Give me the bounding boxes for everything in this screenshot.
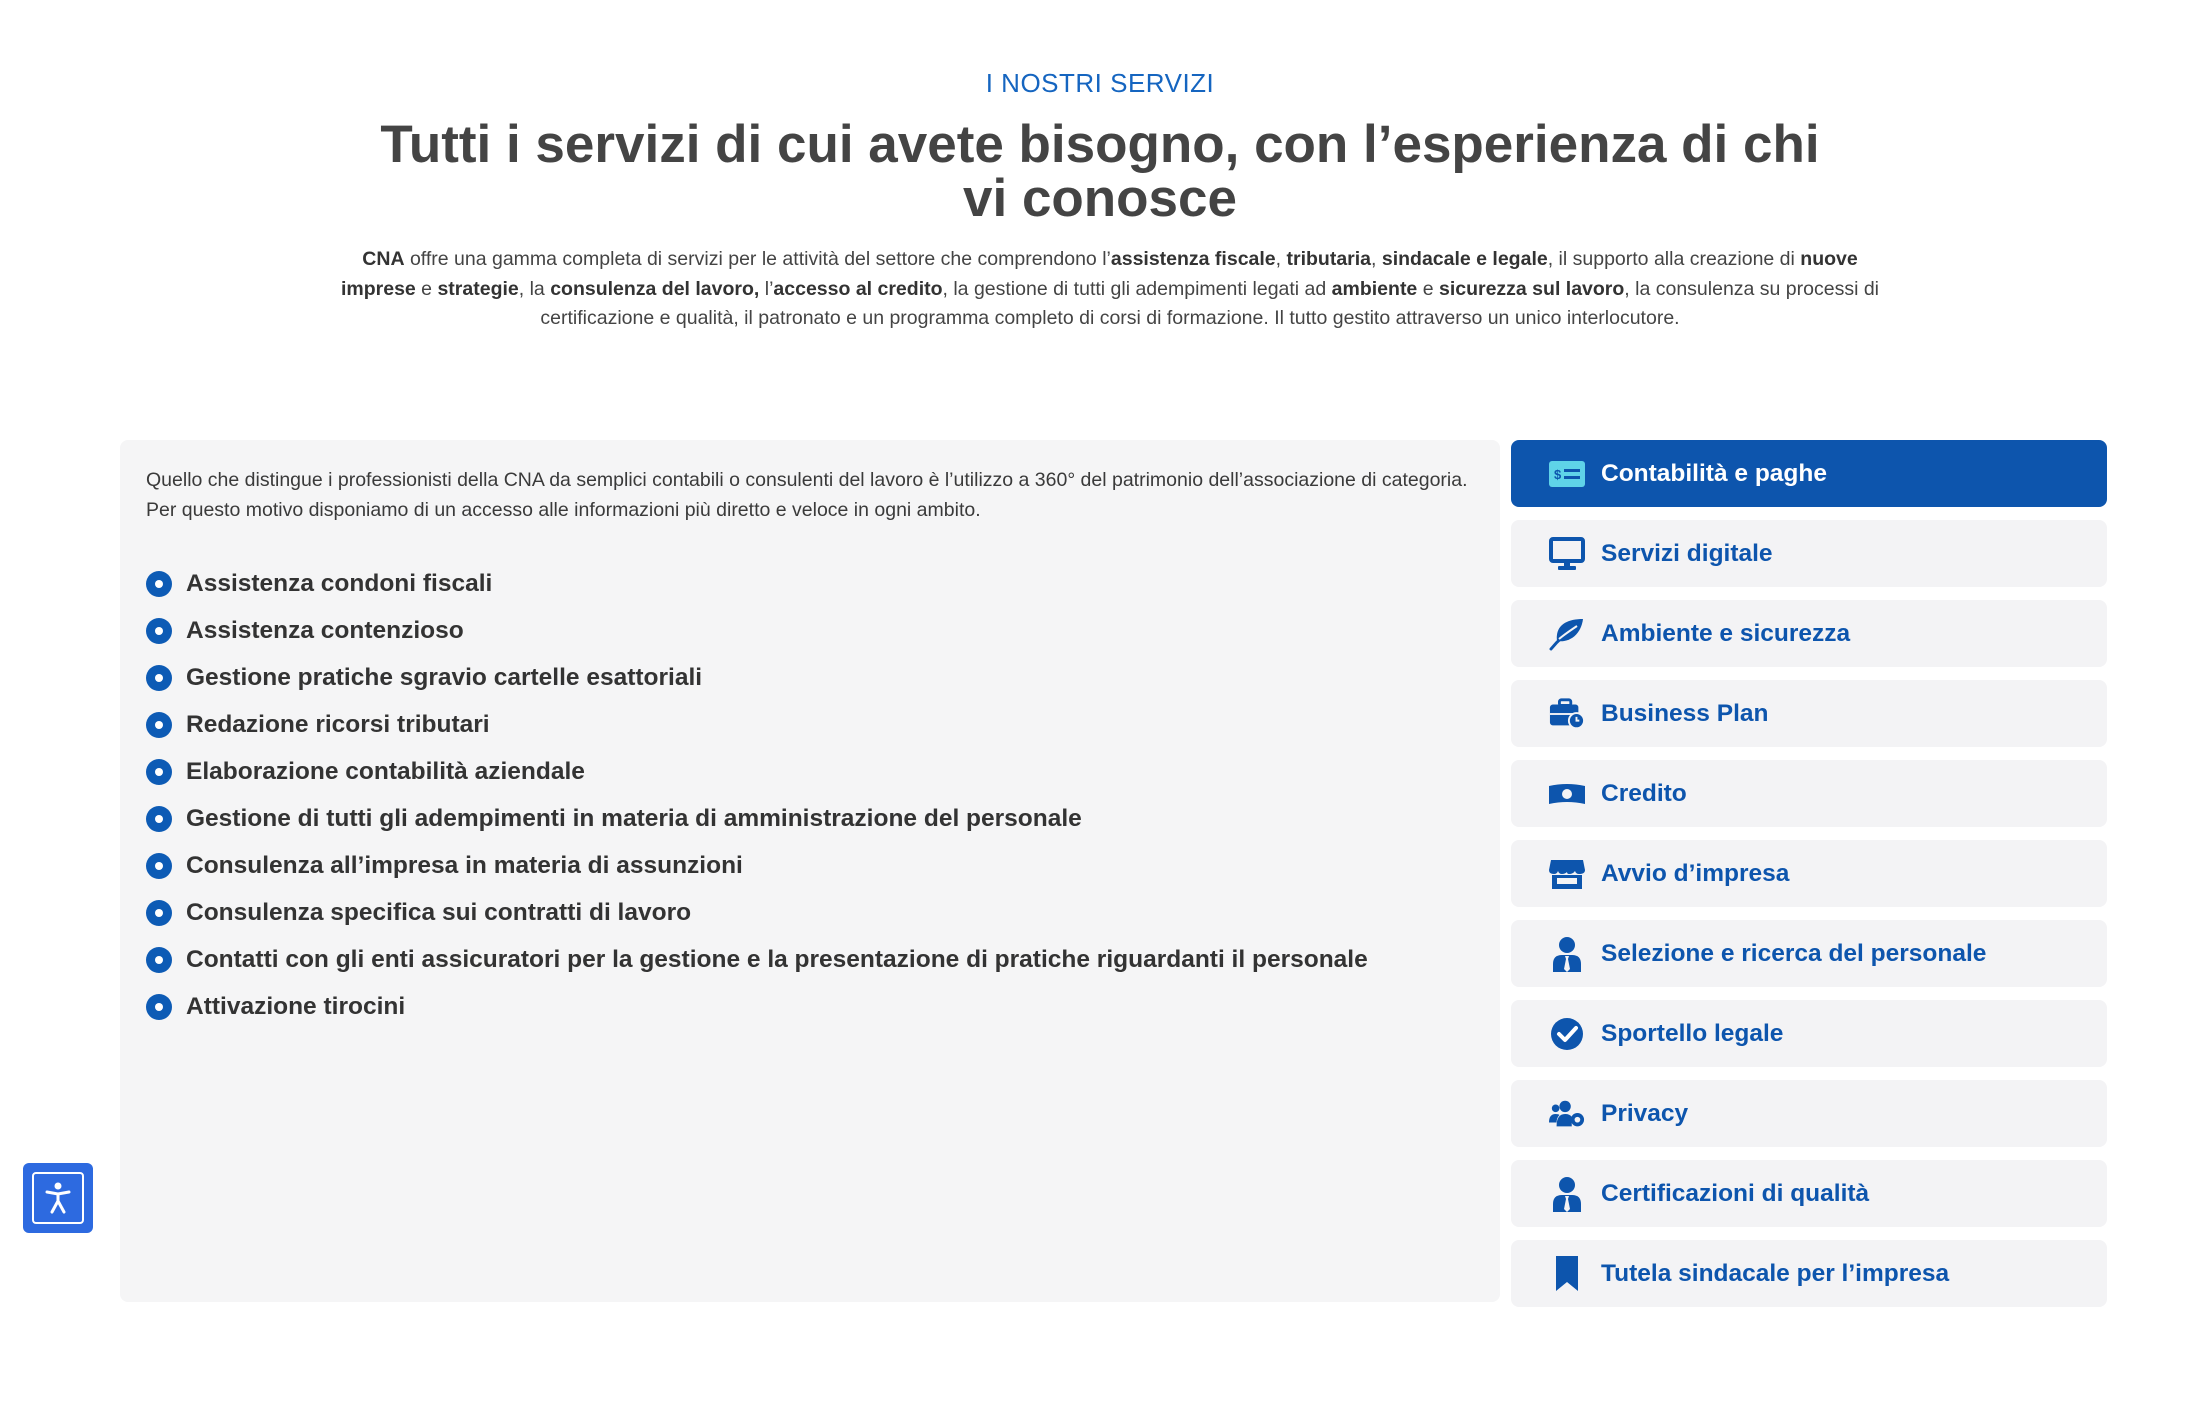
intro-text: tributaria bbox=[1286, 248, 1372, 270]
intro-text: l’ bbox=[759, 277, 774, 300]
menu-item-label: Sportello legale bbox=[1601, 1019, 1784, 1047]
accessibility-button[interactable] bbox=[23, 1163, 93, 1233]
list-item bbox=[146, 842, 1368, 889]
user-tie-icon bbox=[1549, 1176, 1585, 1212]
menu-item-selezione-e-ricerca-del-personale[interactable] bbox=[1511, 920, 2107, 987]
intro-text: , la gestione di tutti gli adempimenti legati ad bbox=[942, 277, 1332, 300]
intro-text: strategie bbox=[437, 277, 519, 300]
list-item-label: Elaborazione contabilità aziendale bbox=[186, 757, 585, 785]
menu-item-label: Business Plan bbox=[1601, 699, 1769, 727]
intro-text: offre una gamma completa di servizi per le attività del settore che comprendono l’ bbox=[404, 248, 1111, 270]
check-circle-icon bbox=[1549, 1016, 1585, 1052]
intro-text: sindacale e legale bbox=[1381, 248, 1548, 270]
intro-text: assistenza fiscale bbox=[1110, 248, 1276, 270]
intro-text: , la bbox=[518, 277, 551, 300]
menu-item-label: Credito bbox=[1601, 779, 1687, 807]
panel-description: Quello che distingue i professionisti della CNA da semplici contabili o consulenti del lavoro è l’utilizzo a 360° del patrimonio dell’associazione di categoria. Per questo motivo disponiamo di un accesso alle informazioni più diretto e veloce in ogni ambito. bbox=[146, 469, 1468, 521]
menu-item-avvio-d-impresa[interactable] bbox=[1511, 840, 2107, 907]
bullet-icon bbox=[146, 571, 172, 597]
menu-item-certificazioni-di-qualita[interactable] bbox=[1511, 1160, 2107, 1227]
bullet-icon bbox=[146, 665, 172, 691]
bookmark-icon bbox=[1549, 1256, 1585, 1292]
list-item bbox=[146, 748, 1368, 795]
intro-text: , bbox=[1275, 248, 1287, 270]
intro-text: , il supporto alla creazione di bbox=[1547, 248, 1801, 270]
list-item-label: Gestione di tutti gli adempimenti in materia di amministrazione del personale bbox=[186, 804, 1082, 832]
bullet-icon bbox=[146, 994, 172, 1020]
monitor-icon bbox=[1549, 536, 1585, 572]
money-check-icon bbox=[1549, 456, 1585, 492]
services-menu bbox=[1511, 440, 2107, 1320]
bullet-icon bbox=[146, 900, 172, 926]
bullet-icon bbox=[146, 618, 172, 644]
store-icon bbox=[1549, 856, 1585, 892]
menu-item-label: Selezione e ricerca del personale bbox=[1601, 939, 1987, 967]
intro-text: accesso al credito bbox=[773, 277, 943, 300]
leaf-icon bbox=[1549, 616, 1585, 652]
list-item-label: Assistenza contenzioso bbox=[186, 616, 464, 644]
bullet-icon bbox=[146, 947, 172, 973]
menu-item-servizi-digitale[interactable] bbox=[1511, 520, 2107, 587]
list-item-label: Consulenza specifica sui contratti di lavoro bbox=[186, 898, 692, 926]
menu-item-business-plan[interactable] bbox=[1511, 680, 2107, 747]
list-item bbox=[146, 701, 1368, 748]
intro-text: CNA bbox=[362, 248, 405, 270]
list-item bbox=[146, 560, 1368, 607]
bullet-icon bbox=[146, 759, 172, 785]
accessibility-icon bbox=[32, 1172, 84, 1224]
users-cog-icon bbox=[1549, 1096, 1585, 1132]
user-tie-icon bbox=[1549, 936, 1585, 972]
menu-item-label: Avvio d’impresa bbox=[1601, 859, 1790, 887]
list-item bbox=[146, 607, 1368, 654]
service-list bbox=[146, 560, 1368, 1030]
list-item bbox=[146, 889, 1368, 936]
intro-text: e bbox=[1417, 277, 1439, 300]
menu-item-contabilita-e-paghe[interactable] bbox=[1511, 440, 2107, 507]
menu-item-label: Certificazioni di qualità bbox=[1601, 1179, 1870, 1207]
list-item-label: Assistenza condoni fiscali bbox=[186, 569, 493, 597]
bullet-icon bbox=[146, 806, 172, 832]
intro-paragraph bbox=[340, 245, 1880, 334]
menu-item-privacy[interactable] bbox=[1511, 1080, 2107, 1147]
service-detail-panel bbox=[120, 440, 1500, 1302]
intro-text: consulenza del lavoro, bbox=[550, 277, 760, 300]
briefcase-clock-icon bbox=[1549, 696, 1585, 732]
page-title: Tutti i servizi di cui avete bisogno, con l’esperienza di chi vi conosce bbox=[380, 115, 1820, 228]
intro-text: , bbox=[1371, 248, 1382, 270]
list-item bbox=[146, 936, 1368, 983]
menu-item-label: Servizi digitale bbox=[1601, 539, 1773, 567]
bullet-icon bbox=[146, 712, 172, 738]
list-item bbox=[146, 795, 1368, 842]
list-item-label: Gestione pratiche sgravio cartelle esattoriali bbox=[186, 663, 703, 691]
menu-item-credito[interactable] bbox=[1511, 760, 2107, 827]
menu-item-label: Ambiente e sicurezza bbox=[1601, 619, 1851, 647]
intro-text: nuove imprese bbox=[340, 248, 1858, 300]
bullet-icon bbox=[146, 853, 172, 879]
menu-item-label: Privacy bbox=[1601, 1099, 1689, 1127]
banknote-icon bbox=[1549, 776, 1585, 812]
section-eyebrow: I NOSTRI SERVIZI bbox=[985, 68, 1215, 98]
svg-text:$: $ bbox=[1554, 466, 1562, 482]
intro-text: e bbox=[415, 277, 438, 300]
menu-item-label: Contabilità e paghe bbox=[1601, 459, 1827, 487]
list-item-label: Contatti con gli enti assicuratori per la gestione e la presentazione di pratiche riguardanti il personale bbox=[186, 945, 1368, 973]
menu-item-ambiente-e-sicurezza[interactable] bbox=[1511, 600, 2107, 667]
list-item-label: Attivazione tirocini bbox=[186, 992, 406, 1020]
intro-text: sicurezza sul lavoro bbox=[1438, 277, 1625, 300]
menu-item-tutela-sindacale-per-l-impresa[interactable] bbox=[1511, 1240, 2107, 1307]
intro-text: , la consulenza su processi di certificazione e qualità, il patronato e un programma completo di corsi di formazione. Il tutto gestito attraverso un unico interlocutore. bbox=[540, 277, 1880, 329]
intro-text: ambiente bbox=[1331, 277, 1418, 300]
menu-item-sportello-legale[interactable] bbox=[1511, 1000, 2107, 1067]
list-item-label: Redazione ricorsi tributari bbox=[186, 710, 490, 738]
list-item-label: Consulenza all’impresa in materia di assunzioni bbox=[186, 851, 743, 879]
list-item bbox=[146, 983, 1368, 1030]
menu-item-label: Tutela sindacale per l’impresa bbox=[1601, 1259, 1950, 1287]
list-item bbox=[146, 654, 1368, 701]
